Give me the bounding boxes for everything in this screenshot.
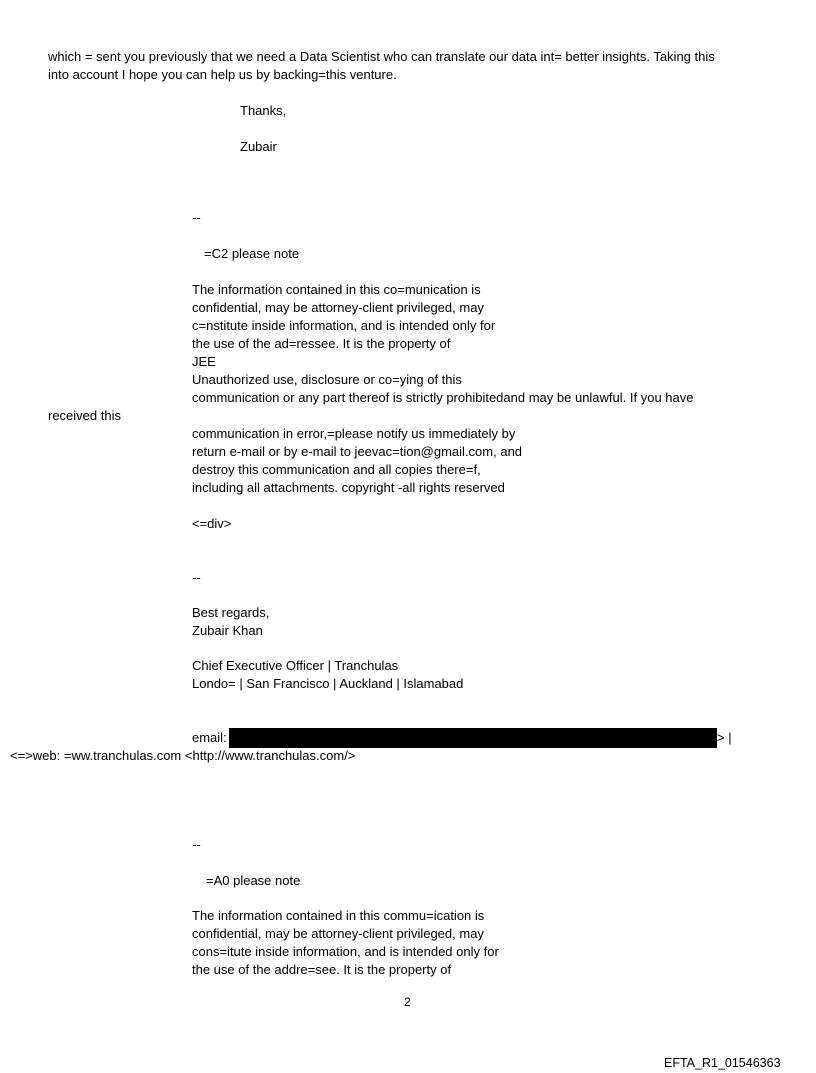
closing-name: Zubair <box>240 139 277 154</box>
disclaimer-2-line: The information contained in this commu=ication is <box>192 908 485 923</box>
disclaimer-1-line: communication in error,=please notify us immediately by <box>192 426 516 441</box>
disclaimer-1-line: confidential, may be attorney-client privileged, may <box>192 300 484 315</box>
signature-title: Chief Executive Officer | Tranchulas <box>192 658 399 673</box>
redaction-bar <box>229 728 717 748</box>
signature-name: Zubair Khan <box>192 623 263 638</box>
disclaimer-1-overflow: received this <box>48 408 121 423</box>
disclaimer-1-line: communication or any part thereof is strictly prohibitedand may be unlawful. If you have <box>192 390 694 405</box>
disclaimer-1-line: the use of the ad=ressee. It is the property of <box>192 336 451 351</box>
intro-line-1: which = sent you previously that we need a Data Scientist who can translate our data int= better insights. Taking this <box>48 49 715 64</box>
separator-1: -- <box>192 210 201 225</box>
disclaimer-1-line: c=nstitute inside information, and is intended only for <box>192 318 496 333</box>
disclaimer-2-note: =A0 please note <box>206 873 301 888</box>
email-label: email: <box>192 730 227 745</box>
div-tag: <=div> <box>192 516 232 531</box>
disclaimer-1-line: destroy this communication and all copies there=f, <box>192 462 481 477</box>
separator-2: -- <box>192 570 201 585</box>
disclaimer-1-note: =C2 please note <box>204 246 300 261</box>
disclaimer-1-line: including all attachments. copyright -all rights reserved <box>192 480 505 495</box>
closing-thanks: Thanks, <box>240 103 287 118</box>
disclaimer-2-line: the use of the addre=see. It is the property of <box>192 962 452 977</box>
disclaimer-1-line: JEE <box>192 354 216 369</box>
disclaimer-1-line: Unauthorized use, disclosure or co=ying of this <box>192 372 462 387</box>
disclaimer-1-line: The information contained in this co=munication is <box>192 282 481 297</box>
page-number: 2 <box>404 995 411 1009</box>
signature-regards: Best regards, <box>192 605 270 620</box>
disclaimer-1-line: return e-mail or by e-mail to jeevac=tion@gmail.com, and <box>192 444 523 459</box>
signature-locations: Londo= | San Francisco | Auckland | Islamabad <box>192 676 464 691</box>
separator-3: -- <box>192 837 201 852</box>
intro-line-2: into account I hope you can help us by backing=this venture. <box>48 67 397 82</box>
disclaimer-2-line: confidential, may be attorney-client privileged, may <box>192 926 484 941</box>
document-id: EFTA_R1_01546363 <box>664 1056 781 1070</box>
email-tail: > | <box>717 730 732 745</box>
disclaimer-2-line: cons=itute inside information, and is intended only for <box>192 944 499 959</box>
web-line: <=>web: =ww.tranchulas.com <http://www.tranchulas.com/> <box>10 748 356 763</box>
